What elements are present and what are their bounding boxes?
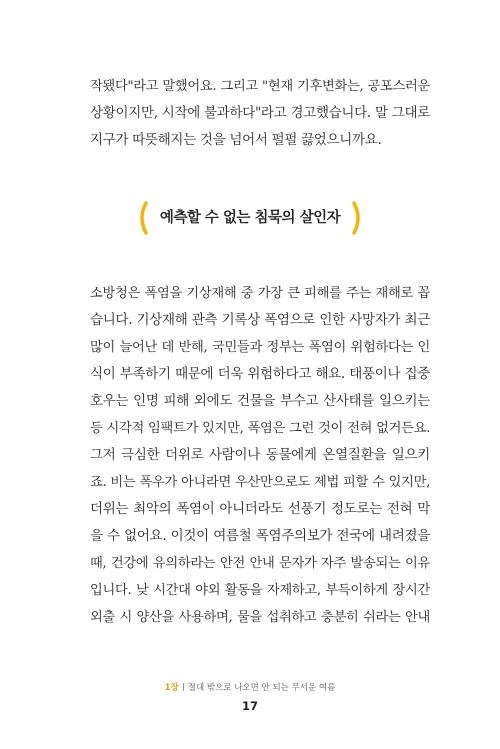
left-bracket-icon [135, 201, 149, 235]
chapter-label: 1장 [164, 683, 179, 693]
page-number: 17 [241, 699, 258, 713]
text-line: 을 수 없어요. 이것이 여름철 폭염주의보가 전국에 내려졌을 [90, 528, 430, 544]
text-line: 많이 늘어난 데 반해, 국민들과 정부는 폭염이 위험하다는 인 [90, 340, 430, 355]
text-line: 더위는 최악의 폭염이 아니더라도 선풍기 정도로는 전혀 막 [90, 501, 430, 517]
footer-divider [183, 683, 184, 691]
text-line: 습니다. 기상재해 관측 기록상 폭염으로 인한 사망자가 최근 [90, 312, 430, 328]
text-line: 외출 시 양산을 사용하며, 물을 섭취하고 충분히 쉬라는 안내 [90, 610, 430, 625]
text-line: 작됐다"라고 말했어요. 그리고 "현재 기후변화는, 공포스러운 [90, 79, 430, 94]
text-line: 지구가 따뜻해지는 것을 넘어서 펄펄 끓었으니까요. [90, 132, 382, 148]
text-line: 등 시각적 임팩트가 있지만, 폭염은 그런 것이 전혀 없거든요. [90, 421, 430, 436]
section-heading [135, 201, 365, 235]
running-footer [0, 680, 500, 696]
text-line: 식이 부족하기 때문에 더욱 위험하다고 해요. 태풍이나 집중 [90, 366, 430, 382]
text-line: 죠. 비는 폭우가 아니라면 우산만으로도 제법 피할 수 있지만, [90, 475, 430, 490]
paragraph-top [90, 73, 430, 154]
text-line: 그저 극심한 더위로 사람이나 동물에게 온열질환을 일으키 [90, 447, 430, 463]
text-line: 때, 건강에 유의하라는 안전 안내 문자가 자주 발송되는 이유 [90, 556, 430, 571]
chapter-title: 절대 밖으로 나오면 안 되는 무서운 여름 [187, 683, 336, 693]
right-bracket-icon [351, 201, 365, 235]
text-line: 입니다. 낮 시간대 야외 활동을 자제하고, 부득이하게 장시간 [90, 583, 430, 598]
paragraph-main [90, 280, 430, 631]
section-heading-text: 예측할 수 없는 침묵의 살인자 [159, 210, 341, 226]
text-line: 상황이지만, 시작에 불과하다"라고 경고했습니다. 말 그대로 [90, 105, 430, 121]
text-line: 호우는 인명 피해 외에도 건물을 부수고 산사태를 일으키는 [90, 393, 430, 409]
text-line: 소방청은 폭염을 기상재해 중 가장 큰 피해를 주는 재해로 꼽 [90, 286, 430, 301]
